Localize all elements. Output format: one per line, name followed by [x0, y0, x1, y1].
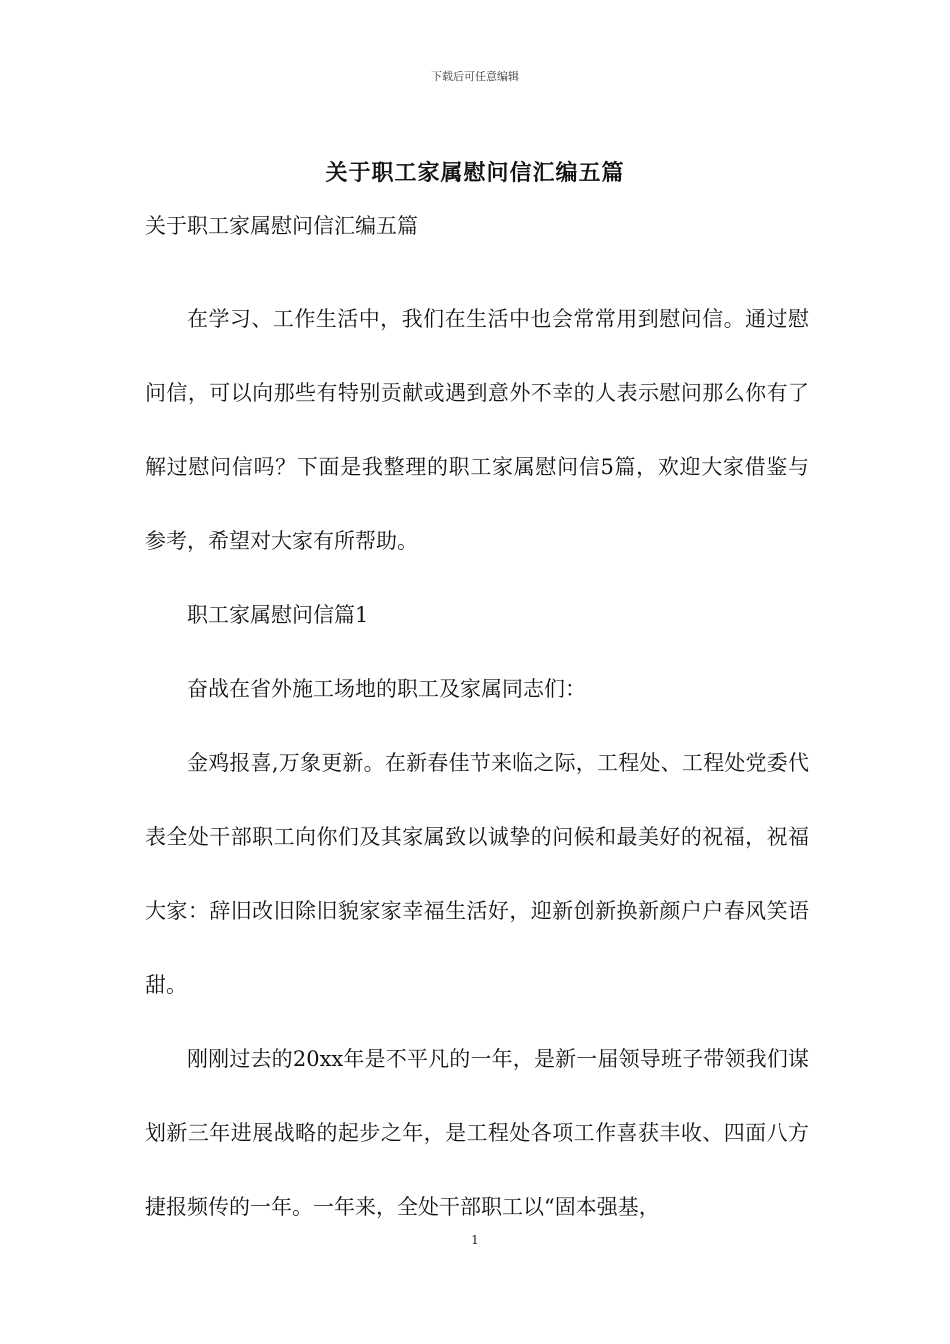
document-title: 关于职工家属慰问信汇编五篇 — [325, 160, 625, 186]
intro-paragraph: 在学习、工作生活中，我们在生活中也会常常用到慰问信。通过慰问信，可以向那些有特别贡献或遇到意外不幸的人表示慰问那么你有了解过慰问信吗？下面是我整理的职工家属慰问信5篇，欢迎大家借鉴与参考，希望对大家有所帮助。 — [145, 307, 809, 553]
document-body — [145, 208, 809, 1244]
document-subtitle: 关于职工家属慰问信汇编五篇 — [145, 214, 418, 238]
salutation: 奋战在省外施工场地的职工及家属同志们： — [187, 677, 586, 701]
greeting-paragraph: 金鸡报喜,万象更新。在新春佳节来临之际，工程处、工程处党委代表全处干部职工向你们及其家属致以诚挚的问候和最美好的祝福，祝福大家：辞旧改旧除旧貌家家幸福生活好，迎新创新换新颜户户春风笑语甜。 — [145, 751, 809, 997]
header-note: 下载后可任意编辑 — [431, 70, 519, 83]
section-heading: 职工家属慰问信篇1 — [187, 603, 369, 627]
review-paragraph: 刚刚过去的20xx年是不平凡的一年，是新一届领导班子带领我们谋划新三年进展战略的起步之年，是工程处各项工作喜获丰收、四面八方捷报频传的一年。一年来，全处干部职工以“固本强基， — [145, 1047, 809, 1219]
page-number: 1 — [471, 1233, 479, 1247]
